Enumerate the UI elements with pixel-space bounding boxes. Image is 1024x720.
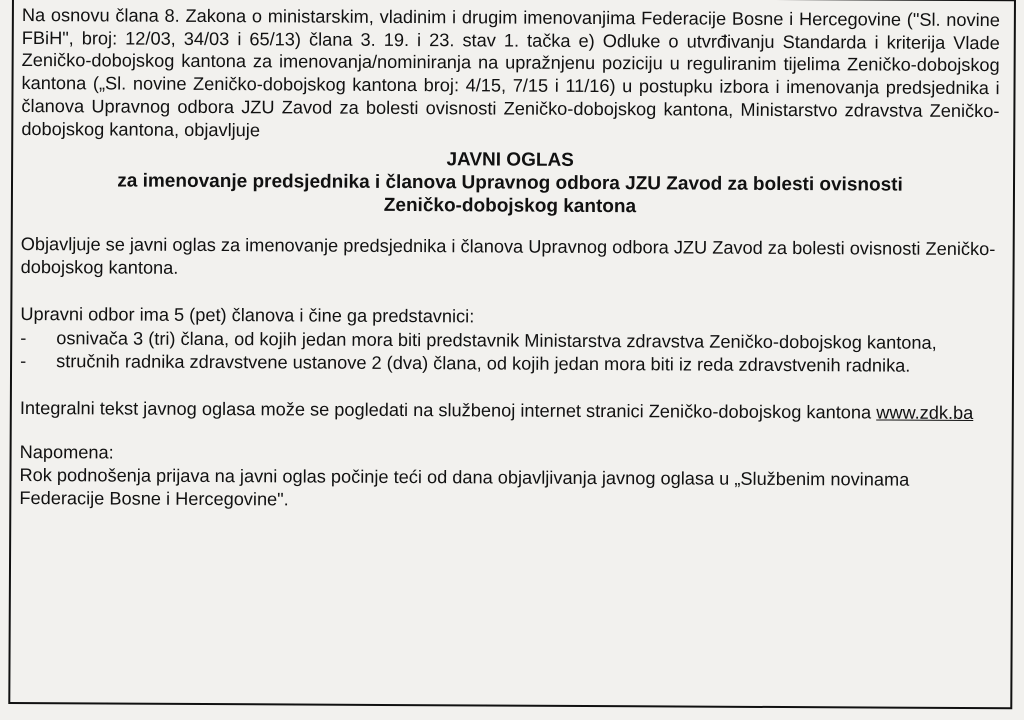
announcement-paragraph: Objavljuje se javni oglas za imenovanje predsjednika i članova Upravnog odbora JZU Zavod za bolesti ovisnosti Zeničko-dobojskog kantona. bbox=[20, 234, 996, 278]
board-members-list bbox=[20, 327, 998, 378]
website-link[interactable]: www.zdk.ba bbox=[876, 402, 974, 423]
note-text: Rok podnošenja prijava na javni oglas počinje teći od dana objavljivanja javnog oglasa u „Službenim novinama Federacije Bosne i Hercegovine". bbox=[19, 465, 910, 510]
dash-bullet: - bbox=[20, 351, 27, 372]
announcement-heading bbox=[21, 146, 999, 220]
heading-subtitle-line2: Zeničko-dobojskog kantona bbox=[383, 195, 637, 218]
heading-subtitle-line1: za imenovanje predsjednika i članova Upravnog odbora JZU Zavod za bolesti ovisnosti bbox=[117, 170, 903, 196]
board-intro: Upravni odbor ima 5 (pet) članova i čine ga predstavnici: bbox=[20, 303, 475, 326]
list-item-text: stručnih radnika zdravstvene ustanove 2 (dva) člana, od kojih jedan mora biti iz reda zdravstvenih radnika. bbox=[56, 351, 911, 376]
list-item bbox=[20, 350, 998, 378]
note-title: Napomena: bbox=[19, 442, 114, 463]
legal-basis-paragraph: Na osnovu člana 8. Zakona o ministarskim, vladinim i drugim imenovanjima Federacije Bosne i Hercegovine ("Sl. novine FBiH", broj: 12/03, 34/03 i 65/13) člana 3. 19. i 23. stav 1. tačka e) Odluke o utvrđivanju Standarda i kriterija Vlade Zeničko-dobojskog kantona za imenovanja/nominiranja na upražnjenu poziciju u reguliranim tijelima Zeničko-dobojskog kantona („Sl. novine Zeničko-dobojskog kantona broj: 4/15, 7/15 i 11/16) u postupku izbora i imenovanja predsjednika i članova Upravnog odbora JZU Zavod za bolesti ovisnosti Zeničko-dobojskog kantona, Ministarstvo zdravstva Zeničko-dobojskog kantona, objavljuje bbox=[21, 4, 1000, 140]
dash-bullet: - bbox=[20, 328, 27, 349]
document-body bbox=[19, 4, 1000, 515]
heading-title: JAVNI OGLAS bbox=[446, 149, 574, 172]
list-item-text: osnivača 3 (tri) člana, od kojih jedan mora biti predstavnik Ministarstva zdravstva Zeničko-dobojskog kantona, bbox=[56, 328, 937, 354]
integral-text-paragraph bbox=[20, 397, 998, 425]
integral-text: Integralni tekst javnog oglasa može se pogledati na službenoj internet stranici Zeničko-dobojskog kantona bbox=[19, 397, 872, 423]
